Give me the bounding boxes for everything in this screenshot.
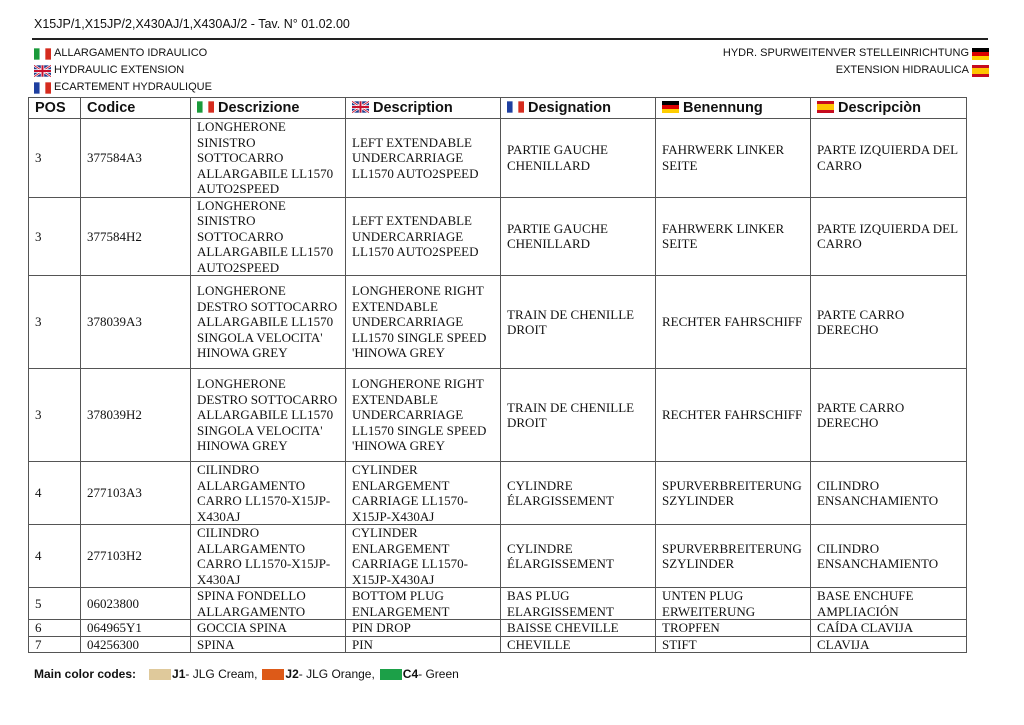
column-header-pos: POS [29,98,81,119]
color-name-j1: - JLG Cream, [185,667,258,681]
cell-italian: CILINDRO ALLARGAMENTO CARRO LL1570-X15JP-X430AJ [191,462,346,525]
cell-spanish: CAÍDA CLAVIJA [811,620,967,637]
parts-table [28,97,967,653]
cell-pos: 4 [29,462,81,525]
column-header-french-text: Designation [528,100,611,116]
cell-english: PIN DROP [346,620,501,637]
cell-code: 06023800 [81,588,191,620]
uk-flag-icon [352,101,369,113]
uk-flag-icon [34,65,51,77]
color-codes-label: Main color codes: [34,667,137,681]
column-header-french [501,98,656,119]
color-name-j2: - JLG Orange, [298,667,375,681]
table-row [29,462,967,525]
color-code-c4: C4 [402,667,419,681]
column-header-italian [191,98,346,119]
cell-pos: 3 [29,369,81,462]
cell-german: FAHRWERK LINKER SEITE [656,197,811,276]
cell-italian: SPINA FONDELLO ALLARGAMENTO [191,588,346,620]
table-header-row [29,98,967,119]
italy-flag-icon [34,48,51,60]
table-row [29,369,967,462]
title-french [34,79,212,96]
germany-flag-icon [972,48,989,60]
cell-spanish: BASE ENCHUFE AMPLIACIÓN [811,588,967,620]
cell-code: 064965Y1 [81,620,191,637]
cell-french: CHEVILLE [501,636,656,653]
cell-french: PARTIE GAUCHE CHENILLARD [501,119,656,198]
table-row [29,276,967,369]
cell-italian: LONGHERONE SINISTRO SOTTOCARRO ALLARGABILE LL1570 AUTO2SPEED [191,119,346,198]
table-row [29,197,967,276]
cell-spanish: CILINDRO ENSANCHAMIENTO [811,525,967,588]
cell-french: PARTIE GAUCHE CHENILLARD [501,197,656,276]
cell-french: TRAIN DE CHENILLE DROIT [501,276,656,369]
column-header-italian-text: Descrizione [218,100,300,116]
cell-pos: 5 [29,588,81,620]
color-code-j1: J1 [172,667,186,681]
cell-code: 377584H2 [81,197,191,276]
cell-french: BAS PLUG ELARGISSEMENT [501,588,656,620]
title-english-text: HYDRAULIC EXTENSION [54,64,185,76]
column-header-spanish [811,98,967,119]
cell-pos: 3 [29,276,81,369]
title-french-text: ECARTEMENT HYDRAULIQUE [54,81,212,93]
cell-english: LEFT EXTENDABLE UNDERCARRIAGE LL1570 AUTO2SPEED [346,197,501,276]
cell-italian: SPINA [191,636,346,653]
cell-german: STIFT [656,636,811,653]
table-row [29,525,967,588]
cell-italian: CILINDRO ALLARGAMENTO CARRO LL1570-X15JP-X430AJ [191,525,346,588]
color-swatch-j2 [262,669,284,680]
cell-code: 04256300 [81,636,191,653]
column-header-spanish-text: Descripciòn [838,100,921,116]
column-header-code: Codice [81,98,191,119]
cell-german: FAHRWERK LINKER SEITE [656,119,811,198]
cell-spanish: PARTE CARRO DERECHO [811,369,967,462]
spain-flag-icon [972,65,989,77]
title-italian-text: ALLARGAMENTO IDRAULICO [54,47,208,59]
title-german [723,45,989,62]
france-flag-icon [34,82,51,94]
cell-spanish: PARTE IZQUIERDA DEL CARRO [811,197,967,276]
title-spanish-text: EXTENSION HIDRAULICA [835,64,969,76]
cell-code: 277103H2 [81,525,191,588]
title-english [34,62,212,79]
cell-pos: 3 [29,119,81,198]
cell-italian: LONGHERONE SINISTRO SOTTOCARRO ALLARGABILE LL1570 AUTO2SPEED [191,197,346,276]
table-row [29,620,967,637]
cell-pos: 3 [29,197,81,276]
cell-german: RECHTER FAHRSCHIFF [656,369,811,462]
title-german-text: HYDR. SPURWEITENVER STELLEINRICHTUNG [722,47,969,59]
cell-english: LONGHERONE RIGHT EXTENDABLE UNDERCARRIAGE LL1570 SINGLE SPEED 'HINOWA GREY [346,276,501,369]
cell-english: PIN [346,636,501,653]
cell-pos: 7 [29,636,81,653]
table-row [29,636,967,653]
cell-spanish: PARTE IZQUIERDA DEL CARRO [811,119,967,198]
cell-italian: GOCCIA SPINA [191,620,346,637]
cell-english: LEFT EXTENDABLE UNDERCARRIAGE LL1570 AUTO2SPEED [346,119,501,198]
cell-code: 378039A3 [81,276,191,369]
cell-code: 378039H2 [81,369,191,462]
cell-german: RECHTER FAHRSCHIFF [656,276,811,369]
color-swatch-c4 [380,669,402,680]
color-name-c4: - Green [418,667,459,681]
cell-english: CYLINDER ENLARGEMENT CARRIAGE LL1570-X15JP-X430AJ [346,525,501,588]
cell-spanish: CLAVIJA [811,636,967,653]
column-header-english [346,98,501,119]
cell-english: LONGHERONE RIGHT EXTENDABLE UNDERCARRIAGE LL1570 SINGLE SPEED 'HINOWA GREY [346,369,501,462]
cell-german: SPURVERBREITERUNGSZYLINDER [656,462,811,525]
cell-english: CYLINDER ENLARGEMENT CARRIAGE LL1570-X15JP-X430AJ [346,462,501,525]
france-flag-icon [507,101,524,113]
italy-flag-icon [197,101,214,113]
color-codes-legend [34,667,459,681]
table-row [29,119,967,198]
title-spanish [723,62,989,79]
cell-french: CYLINDRE ÉLARGISSEMENT [501,462,656,525]
cell-italian: LONGHERONE DESTRO SOTTOCARRO ALLARGABILE LL1570 SINGOLA VELOCITA' HINOWA GREY [191,276,346,369]
header-divider [32,38,988,40]
column-header-german-text: Benennung [683,100,763,116]
table-row [29,588,967,620]
cell-spanish: CILINDRO ENSANCHAMIENTO [811,462,967,525]
cell-code: 277103A3 [81,462,191,525]
germany-flag-icon [662,101,679,113]
language-titles-left [34,45,212,96]
cell-german: SPURVERBREITERUNGSZYLINDER [656,525,811,588]
column-header-english-text: Description [373,100,453,116]
title-italian [34,45,212,62]
document-title: X15JP/1,X15JP/2,X430AJ/1,X430AJ/2 - Tav. N° 01.02.00 [34,17,350,31]
language-titles-right [723,45,989,79]
column-header-german [656,98,811,119]
cell-pos: 6 [29,620,81,637]
cell-french: CYLINDRE ÉLARGISSEMENT [501,525,656,588]
cell-german: UNTEN PLUG ERWEITERUNG [656,588,811,620]
cell-spanish: PARTE CARRO DERECHO [811,276,967,369]
cell-code: 377584A3 [81,119,191,198]
cell-german: TROPFEN [656,620,811,637]
cell-english: BOTTOM PLUG ENLARGEMENT [346,588,501,620]
color-code-j2: J2 [285,667,299,681]
cell-french: BAISSE CHEVILLE [501,620,656,637]
cell-pos: 4 [29,525,81,588]
spain-flag-icon [817,101,834,113]
cell-french: TRAIN DE CHENILLE DROIT [501,369,656,462]
cell-italian: LONGHERONE DESTRO SOTTOCARRO ALLARGABILE LL1570 SINGOLA VELOCITA' HINOWA GREY [191,369,346,462]
color-swatch-j1 [149,669,171,680]
